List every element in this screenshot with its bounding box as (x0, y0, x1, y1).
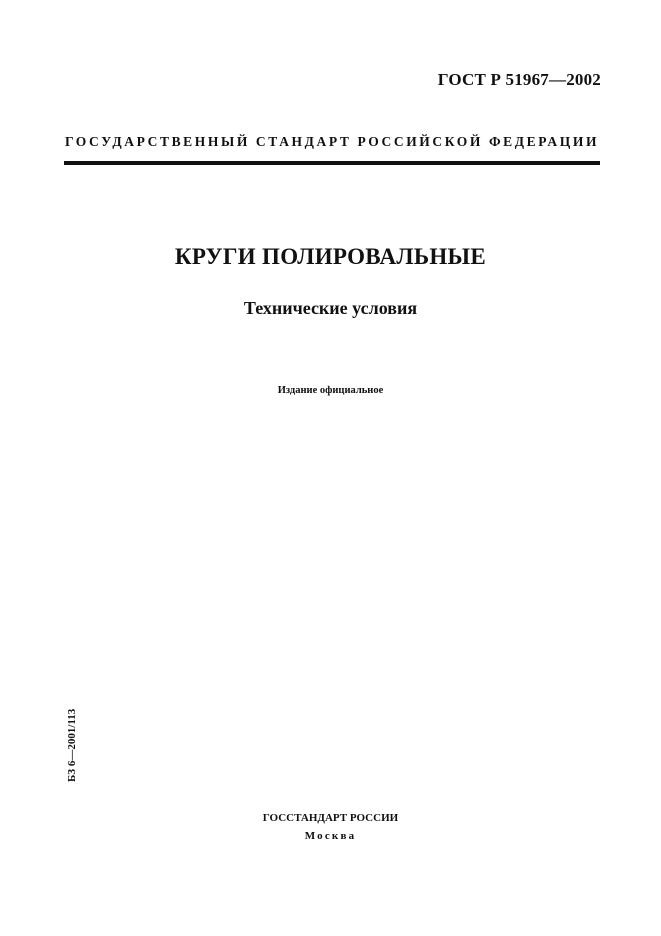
header-rule (64, 161, 600, 165)
side-catalog-code: БЗ 6—2001/113 (66, 708, 78, 782)
organization-heading: ГОСУДАРСТВЕННЫЙ СТАНДАРТ РОССИЙСКОЙ ФЕДЕРАЦИИ (64, 134, 600, 149)
document-title: КРУГИ ПОЛИРОВАЛЬНЫЕ (174, 244, 487, 269)
edition-note: Издание официальное (277, 385, 384, 396)
publisher-name: ГОССТАНДАРТ РОССИИ (262, 812, 399, 824)
document-code: ГОСТ Р 51967—2002 (437, 70, 601, 89)
publisher-city: Москва (304, 830, 357, 842)
document-subtitle: Технические условия (243, 298, 418, 318)
